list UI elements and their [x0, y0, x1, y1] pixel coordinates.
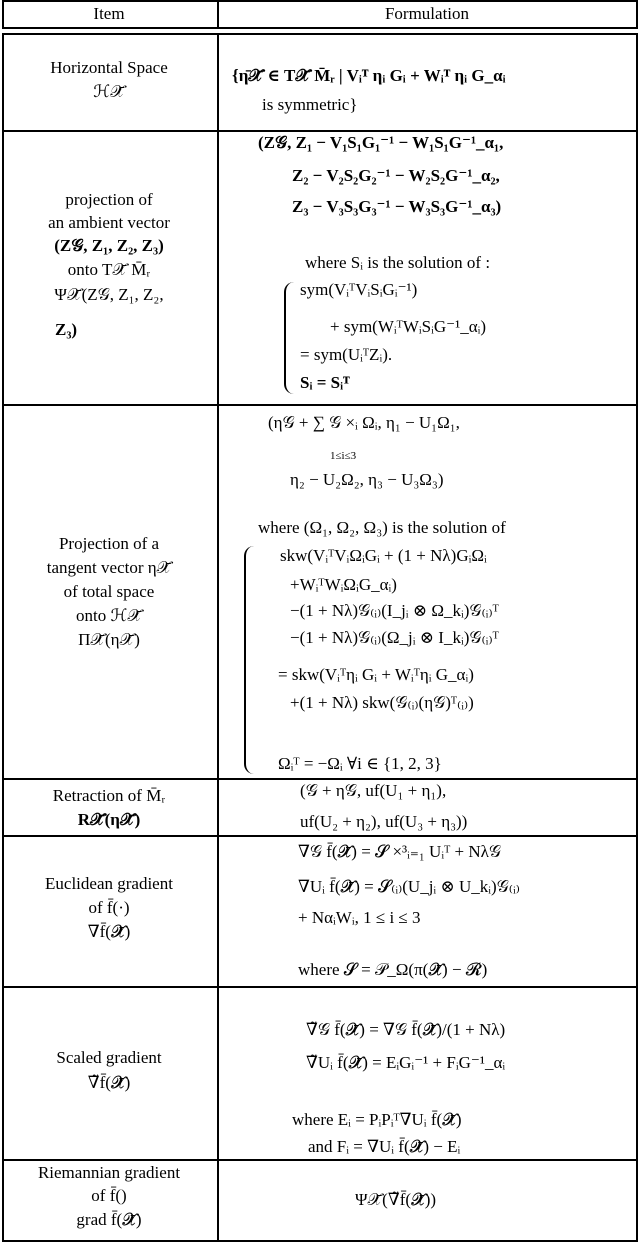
item-text: an ambient vector	[48, 213, 170, 232]
rule	[2, 778, 637, 780]
formula-line: Z₂ − V₂S₂G₂⁻¹ − W₂S₂G⁻¹_α₂,	[292, 166, 500, 185]
formula-line: and Fᵢ = ∇Uᵢ f̄(𝓧̄) − Eᵢ	[308, 1137, 461, 1156]
item-text: Π𝒳̄(η𝒳̄)	[78, 630, 140, 649]
item-text: Ψ𝒳̄(Z𝒢, Z₁, Z₂,	[54, 285, 164, 304]
formula-line: where Sᵢ is the solution of :	[305, 253, 491, 272]
formula-line: ∇Uᵢ f̄(𝓧̄) = 𝓢₍ᵢ₎(U_jᵢ ⊗ U_kᵢ)𝒢₍ᵢ₎	[298, 877, 520, 896]
formula-line: Ψ𝒳̄(∇̃f̄(𝓧̄))	[355, 1190, 437, 1209]
item-text: Z₃)	[55, 320, 78, 339]
item-text: projection of	[65, 190, 153, 209]
item-text: Horizontal Space	[50, 58, 168, 77]
formula-line: −(1 + Nλ)𝒢₍ᵢ₎(I_jᵢ ⊗ Ω_kᵢ)𝒢₍ᵢ₎ᵀ	[290, 601, 499, 620]
sum-limits: 1≤i≤3	[330, 450, 357, 462]
item-text: Scaled gradient	[56, 1048, 162, 1067]
item-text: ℋ𝒳̄	[93, 82, 125, 101]
formula-line: is symmetric}	[262, 95, 358, 114]
item-text: onto ℋ𝒳̄	[76, 606, 142, 625]
formula-line: = sym(UᵢᵀZᵢ).	[300, 345, 393, 364]
formula-line: −(1 + Nλ)𝒢₍ᵢ₎(Ω_jᵢ ⊗ I_kᵢ)𝒢₍ᵢ₎ᵀ	[290, 628, 499, 647]
item-text: Euclidean gradient	[45, 874, 173, 893]
item-text: grad f̄(𝓧̄)	[76, 1210, 142, 1229]
formula-line: Z₃ − V₃S₃G₃⁻¹ − W₃S₃G⁻¹_α₃)	[292, 197, 502, 216]
formula-line: ∇𝒢 f̄(𝓧̄) = 𝓢 ×³ᵢ₌₁ Uᵢᵀ + Nλ𝒢	[298, 842, 501, 861]
formula-line: Ωᵢᵀ = −Ωᵢ ∀i ∈ {1, 2, 3}	[278, 754, 442, 773]
item-text: (Z𝒢, Z₁, Z₂, Z₃)	[54, 236, 164, 255]
formula-line: +(1 + Nλ) skw(𝒢₍ᵢ₎(η𝒢)ᵀ₍ᵢ₎)	[290, 693, 474, 712]
item-text: Projection of a	[58, 534, 160, 553]
header-item: Item	[93, 4, 125, 23]
item-text: tangent vector η𝒳̄	[46, 558, 172, 577]
formula-line: = skw(Vᵢᵀηᵢ Gᵢ + Wᵢᵀηᵢ G_αᵢ)	[278, 665, 474, 684]
item-text: Riemannian gradient	[37, 1163, 181, 1182]
rule	[2, 130, 637, 132]
left-brace-icon	[244, 546, 254, 774]
rule	[636, 33, 638, 1242]
formula-line: (η𝒢 + ∑ 𝒢 ×ᵢ Ωᵢ, η₁ − U₁Ω₁,	[268, 413, 460, 432]
rule	[2, 1159, 637, 1161]
item-text: of f̄()	[91, 1186, 127, 1205]
formula-line: +WᵢᵀWᵢΩᵢG_αᵢ)	[290, 575, 397, 594]
item-text: of total space	[63, 582, 155, 601]
formula-line: ∇̃Uᵢ f̄(𝓧̄) = EᵢGᵢ⁻¹ + FᵢG⁻¹_αᵢ	[306, 1053, 506, 1072]
rule	[2, 0, 637, 2]
formula-line: where 𝓢 = 𝒫_Ω(π(𝓧̄) − 𝓡)	[298, 960, 488, 979]
formula-line: η₂ − U₂Ω₂, η₃ − U₃Ω₃)	[290, 470, 444, 489]
item-text: of f̄(·)	[88, 898, 130, 917]
rule	[2, 33, 637, 35]
item-text: ∇f̄(𝓧̄)	[87, 922, 131, 941]
rule	[2, 835, 637, 837]
formula-line: (𝒢 + η𝒢, uf(U₁ + η₁),	[300, 781, 447, 800]
formula-line: sym(VᵢᵀVᵢSᵢGᵢ⁻¹)	[300, 280, 418, 299]
item-text: onto T𝒳̄ M̄ᵣ	[67, 260, 151, 279]
item-text: R𝒳̄(η𝒳̄)	[77, 810, 141, 829]
formula-line: where Eᵢ = PᵢPᵢᵀ∇Uᵢ f̄(𝓧̄)	[292, 1110, 462, 1129]
item-text: Retraction of M̄ᵣ	[52, 786, 166, 805]
rule	[636, 0, 638, 29]
formula-line: (Z𝒢, Z₁ − V₁S₁G₁⁻¹ − W₁S₁G⁻¹_α₁,	[258, 133, 504, 152]
rule	[2, 1240, 637, 1242]
formula-line: skw(VᵢᵀVᵢΩᵢGᵢ + (1 + Nλ)GᵢΩᵢ	[280, 546, 487, 565]
formula-line: ∇̃𝒢 f̄(𝓧̄) = ∇𝒢 f̄(𝓧̄)/(1 + Nλ)	[306, 1020, 506, 1039]
left-brace-icon	[284, 282, 294, 394]
formula-line: + NαᵢWᵢ, 1 ≤ i ≤ 3	[298, 908, 421, 927]
rule	[2, 404, 637, 406]
formula-line: Sᵢ = Sᵢᵀ	[300, 373, 350, 392]
rule	[2, 986, 637, 988]
formula-line: uf(U₂ + η₂), uf(U₃ + η₃))	[300, 812, 468, 831]
formula-line: where (Ω₁, Ω₂, Ω₃) is the solution of	[258, 518, 506, 537]
formula-line: {η̄𝒳̄ ∈ T𝒳̄ M̄ᵣ | Vᵢᵀ ηᵢ Gᵢ + Wᵢᵀ ηᵢ G_αᵢ	[232, 66, 506, 85]
item-text: ∇̃f̄(𝓧̄)	[87, 1073, 131, 1092]
header-formulation: Formulation	[384, 4, 470, 23]
rule	[2, 27, 637, 29]
formula-line: + sym(WᵢᵀWᵢSᵢG⁻¹_αᵢ)	[330, 317, 487, 336]
